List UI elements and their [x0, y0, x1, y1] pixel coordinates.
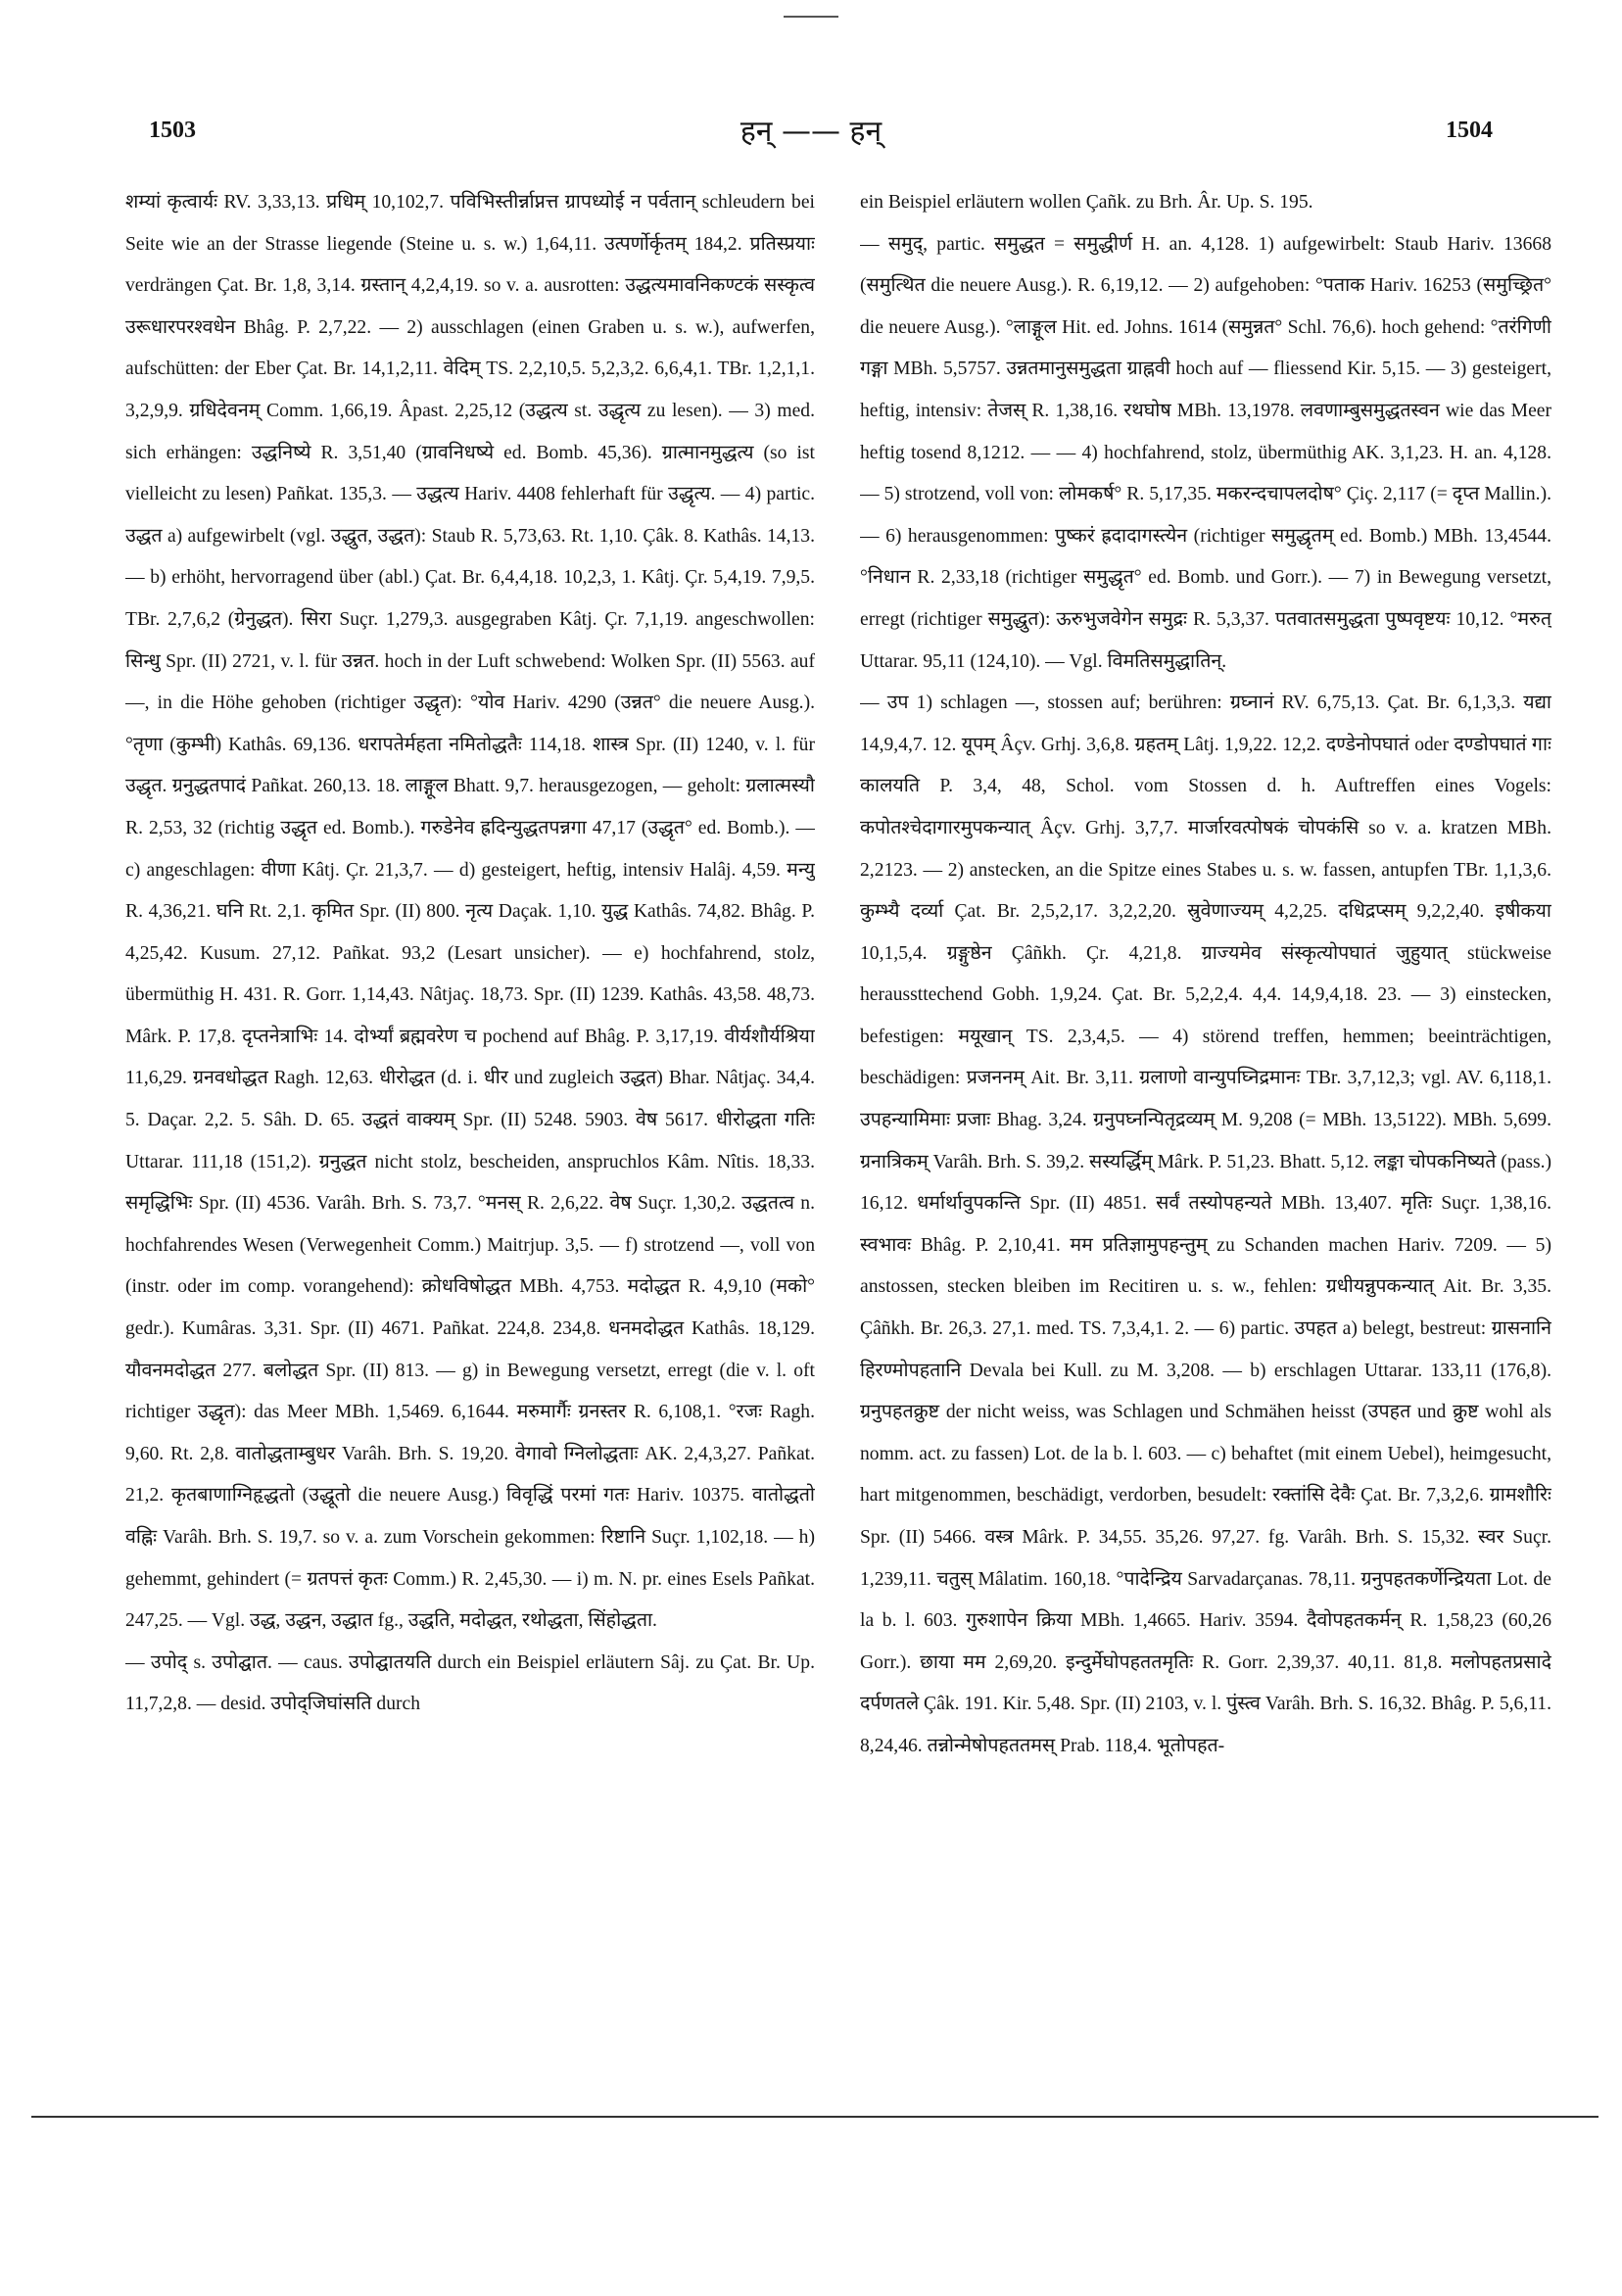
left-column-paragraph: शम्यां कृत्वार्यः RV. 3,33,13. प्रधिम् 10,102,7. पविभिस्तीर्न्नाप्नत्त ग्रापध्योई न पर्वतान् schleudern bei Seite wie an der Strasse liegende (Steine u. s. w.) 1,64,11. उत्पर्णोर्कृतम् 184,2. प्रतिस्प्रयाः verdrängen Çat. Br. 1,8, 3,14. ग्रस्तान् 4,2,4,19. so v. a. ausrotten: उद्धत्यमावनिकण्टकं सस्कृत्व उरूधारपरश्वधेन Bhâg. P. 2,7,22. — 2) ausschlagen (einen Graben u. s. w.), aufwerfen, aufschütten: der Eber Çat. Br. 14,1,2,11. वेदिम् TS. 2,2,10,5. 5,2,3,2. 6,6,4,1. TBr. 1,2,1,1. 3,2,9,9. ग्रधिदेवनम् Comm. 1,66,19. Âpast. 2,25,12 (उद्धत्य st. उद्धृत्य zu lesen). — 3) med. sich erhängen: उद्धनिष्ये R. 3,51,40 (ग्रावनिधष्ये ed. Bomb. 45,36). ग्रात्मानमुद्धत्य (so ist vielleicht zu lesen) Pañkat. 135,3. — उद्धत्य Hariv. 4408 fehlerhaft für उद्धृत्य. — 4) partic. उद्धत a) aufgewirbelt (vgl. उद्धुत, उद्धत): Staub R. 5,73,63. Rt. 1,10. Çâk. 8. Kathâs. 14,13. — b) erhöht, hervorragend über (abl.) Çat. Br. 6,4,4,18. 10,2,3, 1. Kâtj. Çr. 5,4,19. 7,9,5. TBr. 2,7,6,2 (ग्रेनुद्धत). सिरा Suçr. 1,279,3. ausgegraben Kâtj. Çr. 7,1,19. angeschwollen: सिन्धु Spr. (II) 2721, v. l. für उन्नत. hoch in der Luft schwebend: Wolken Spr. (II) 5563. auf —, in die Höhe gehoben (richtiger उद्धृत): °योव Hariv. 4290 (उन्नत° die neuere Ausg.). °तृणा (कुम्भी) Kathâs. 69,136. धरापतेर्महता नमितोद्धतैः 114,18. शास्त्र Spr. (II) 1240, v. l. für उद्धृत. ग्रनुद्धतपादं Pañkat. 260,13. 18. लाङ्गूल Bhatt. 9,7. herausgezogen, — geholt: ग्रलात्मस्यौ R. 2,53, 32 (richtig उद्धृत ed. Bomb.). गरुडेनेव ह्रदिन्युद्धतपन्नगा 47,17 (उद्धृत° ed. Bomb.). — c) angeschlagen: वीणा Kâtj. Çr. 21,3,7. — d) gesteigert, heftig, intensiv Halâj. 4,59. मन्यु R. 4,36,21. घनि Rt. 2,1. कृमित Spr. (II) 800. नृत्य Daçak. 1,10. युद्ध Kathâs. 74,82. Bhâg. P. 4,25,42. Kusum. 27,12. Pañkat. 93,2 (Lesart unsicher). — e) hochfahrend, stolz, übermüthig H. 431. R. Gorr. 1,14,43. Nâtjaç. 18,73. Spr. (II) 1239. Kathâs. 43,58. 48,73. Mârk. P. 17,8. दृप्तनेत्राभिः 14. दोर्भ्यां ब्रह्मवरेण च pochend auf Bhâg. P. 3,17,19. वीर्यशौर्यश्रिया 11,6,29. ग्रनवधोद्धत Ragh. 12,63. धीरोद्धत (d. i. धीर und zugleich उद्धत) Bhar. Nâtjaç. 34,4. 5. Daçar. 2,2. 5. Sâh. D. 65. उद्धतं वाक्यम् Spr. (II) 5248. 5903. वेष 5617. धीरोद्धता गतिः Uttarar. 111,18 (151,2). ग्रनुद्धत nicht stolz, bescheiden, anspruchlos Kâm. Nîtis. 18,33. समृद्धिभिः Spr. (II) 4536. Varâh. Brh. S. 73,7. °मनस् R. 2,6,22. वेष Suçr. 1,30,2. उद्धतत्व n. hochfahrendes Wesen (Verwegenheit Comm.) Maitrjup. 3,5. — f) strotzend —, voll von (instr. oder im comp. vorangehend): क्रोधविषोद्धत MBh. 4,753. मदोद्धत R. 4,9,10 (मको° gedr.). Kumâras. 3,31. Spr. (II) 4671. Pañkat. 224,8. 234,8. धनमदोद्धत Kathâs. 18,129. यौवनमदोद्धत 277. बलोद्धत Spr. (II) 813. — g) in Bewegung versetzt, erregt (die v. l. oft richtiger उद्धृत): das Meer MBh. 1,5469. 6,1644. मरुमार्गैः ग्रनस्तर R. 6,108,1. °रजः Ragh. 9,60. Rt. 2,8. वातोद्धताम्बुधर Varâh. Brh. S. 19,20. वेगावो ग्निलोद्धताः AK. 2,4,3,27. Pañkat. 21,2. कृतबाणाग्निहृद्धतो (उद्धूतो die neuere Ausg.) विवृद्धिं परमां गतः Hariv. 10375. वातोद्धतो वह्निः Varâh. Brh. S. 19,7. so v. a. zum Vorschein gekommen: रिष्टानि Suçr. 1,102,18. — h) gehemmt, gehindert (= ग्रतपत्तं कृतः Comm.) R. 2,45,30. — i) m. N. pr. eines Esels Pañkat. 247,25. — Vgl. उद्ध, उद्धन, उद्धात fg., उद्धति, मदोद्धत, रथोद्धता, सिंहोद्धता.	[125, 192, 815, 1632]
footer-rule	[31, 2116, 1598, 2118]
top-ornament	[784, 16, 838, 18]
right-page-number: 1504	[1446, 118, 1493, 143]
left-page-number: 1503	[149, 118, 196, 143]
right-column-paragraph: — उप 1) schlagen —, stossen auf; berühren: ग्रघ्नानं RV. 6,75,13. Çat. Br. 6,1,3,3. यद्या 14,9,4,7. 12. यूपम् Âçv. Grhj. 3,6,8. ग्रहतम् Lâtj. 1,9,22. 12,2. दण्डेनोपघातं oder दण्डोपघातं गाः कालयति P. 3,4, 48, Schol. vom Stossen d. h. Auftreffen eines Vogels: कपोतश्चेदागारमुपकन्यात् Âçv. Grhj. 3,7,7. मार्जारवत्पोषकं चोपकंसि so v. a. kratzen MBh. 2,2123. — 2) anstecken, an die Spitze eines Stabes u. s. w. fassen, antupfen TBr. 1,1,3,6. कुम्भ्यै दर्व्या Çat. Br. 2,5,2,17. 3,2,2,20. स्रुवेणाज्यम् 4,2,25. दधिद्रप्सम् 9,2,2,40. इषीकया 10,1,5,4. ग्रङ्गुष्ठेन Çâñkh. Çr. 4,21,8. ग्राज्यमेव संस्कृत्योपघातं जुहुयात् stückweise heraussttechend Gobh. 1,9,24. Çat. Br. 5,2,2,4. 4,4. 14,9,4,18. 23. — 3) einstecken, befestigen: मयूखान् TS. 2,3,4,5. — 4) störend treffen, hemmen; beeinträchtigen, beschädigen: प्रजननम् Ait. Br. 3,11. ग्रलाणो वान्युपघ्निद्रमानः TBr. 3,7,12,3; vgl. AV. 6,118,1. उपहन्यामिमाः प्रजाः Bhag. 3,24. ग्रनुपघ्नन्पितृद्रव्यम् M. 9,208 (= MBh. 13,5122). MBh. 5,699. ग्रनात्रिकम् Varâh. Brh. S. 39,2. सस्यर्द्धिम् Mârk. P. 51,23. Bhatt. 5,12. लङ्का चोपकनिष्यते (pass.) 16,12. धर्मार्थावुपकन्ति Spr. (II) 4851. सर्वं तस्योपहन्यते MBh. 13,407. मृतिः Suçr. 1,38,16. स्वभावः Bhâg. P. 2,10,41. मम प्रतिज्ञामुपहन्तुम् zu Schanden machen Hariv. 7209. — 5) anstossen, stecken bleiben im Recitiren u. s. w., fehlen: ग्रधीयन्नुपकन्यात् Ait. Br. 3,35. Çâñkh. Br. 26,3. 27,1. med. TS. 7,3,4,1. 2. — 6) partic. उपहत a) belegt, bestreut: ग्रासनानि हिरण्मोपहतानि Devala bei Kull. zu M. 3,208. — b) erschlagen Uttarar. 133,11 (176,8). ग्रनुपहतक्रुष्ट der nicht weiss, was Schlagen und Schmähen heisst (उपहत und क्रुष्ट wohl als nomm. act. zu fassen) Lot. de la b. l. 603. — c) behaftet (mit einem Uebel), heimgesucht, hart mitgenommen, beschädigt, verdorben, besudelt: रक्तांसि देवैः Çat. Br. 7,3,2,6. ग्रामशौरिः Spr. (II) 5466. वस्त्र Mârk. P. 34,55. 35,26. 97,27. fg. Varâh. Brh. S. 15,32. स्वर Suçr. 1,239,11. चतुस् Mâlatim. 160,18. °पादेन्द्रिय Sarvadarçanas. 78,11. ग्रनुपहतकर्णेन्द्रियता Lot. de la b. l. 603. गुरुशापेन क्रिया MBh. 1,4665. Hariv. 3594. दैवोपहतकर्मन् R. 1,58,23 (60,26 Gorr.). छाया मम 2,69,20. इन्दुर्मेघोपहततमृतिः R. Gorr. 2,39,37. 40,11. 81,8. मलोपहतप्रसादे दर्पणतले Çâk. 191. Kir. 5,48. Spr. (II) 2103, v. l. पुंस्त्व Varâh. Brh. S. 16,32. Bhâg. P. 5,6,11. 8,24,46. तन्नोन्मेषोपहततमस् Prab. 118,4. भूतोपहत-	[860, 693, 1551, 1756]
right-column-paragraph: — समुद्, partic. समुद्धत = समुद्धीर्ण H. an. 4,128. 1) aufgewirbelt: Staub Hariv. 13668 (समुत्थित die neuere Ausg.). R. 6,19,12. — 2) aufgehoben: °पताक Hariv. 16253 (समुच्छ्रित° die neuere Ausg.). °लाङ्गूल Hit. ed. Johns. 1614 (समुन्नत° Schl. 76,6). hoch gehend: °तरंगिणी गङ्गा MBh. 5,5757. उन्नतमानुसमुद्धता ग्राह्नवी hoch auf — fliessend Kir. 5,15. — 3) gesteigert, heftig, intensiv: तेजस् R. 1,38,16. रथघोष MBh. 13,1978. लवणाम्बुसमुद्धतस्वन wie das Meer heftig tosend 8,1212. — — 4) hochfahrend, stolz, übermüthig AK. 3,1,23. H. an. 4,128. — 5) strotzend, voll von: लोमकर्ष° R. 5,17,35. मकरन्दचापलदोष° Çiç. 2,117 (= दृप्त Mallin.). — 6) herausgenommen: पुष्करं ह्रदादागस्त्येन (richtiger समुद्धृतम् ed. Bomb.) MBh. 13,4544. °निधान R. 2,33,18 (richtiger समुद्धृत° ed. Bomb. und Gorr.). — 7) in Bewegung versetzt, erregt (richtiger समुद्धुत): ऊरुभुजवेगेन समुद्रः R. 5,3,37. पतवातसमुद्धता पुष्पवृष्टयः 10,12. °मरुत् Uttarar. 95,11 (124,10). — Vgl. विमतिसमुद्धातिन्.	[860, 233, 1551, 672]
right-column-paragraph: ein Beispiel erläutern wollen Çañk. zu Brh. Âr. Up. S. 195.	[860, 192, 1313, 213]
right-column	[860, 182, 1551, 2043]
page-header-title: हन् —— हन्	[739, 115, 883, 149]
left-column	[125, 182, 815, 2043]
left-column-paragraph: — उपोद् s. उपोद्घात. — caus. उपोद्घातयति durch ein Beispiel erläutern Sâj. zu Çat. Br. Up. 11,7,2,8. — desid. उपोद्जिघांसति durch	[125, 1651, 815, 1715]
